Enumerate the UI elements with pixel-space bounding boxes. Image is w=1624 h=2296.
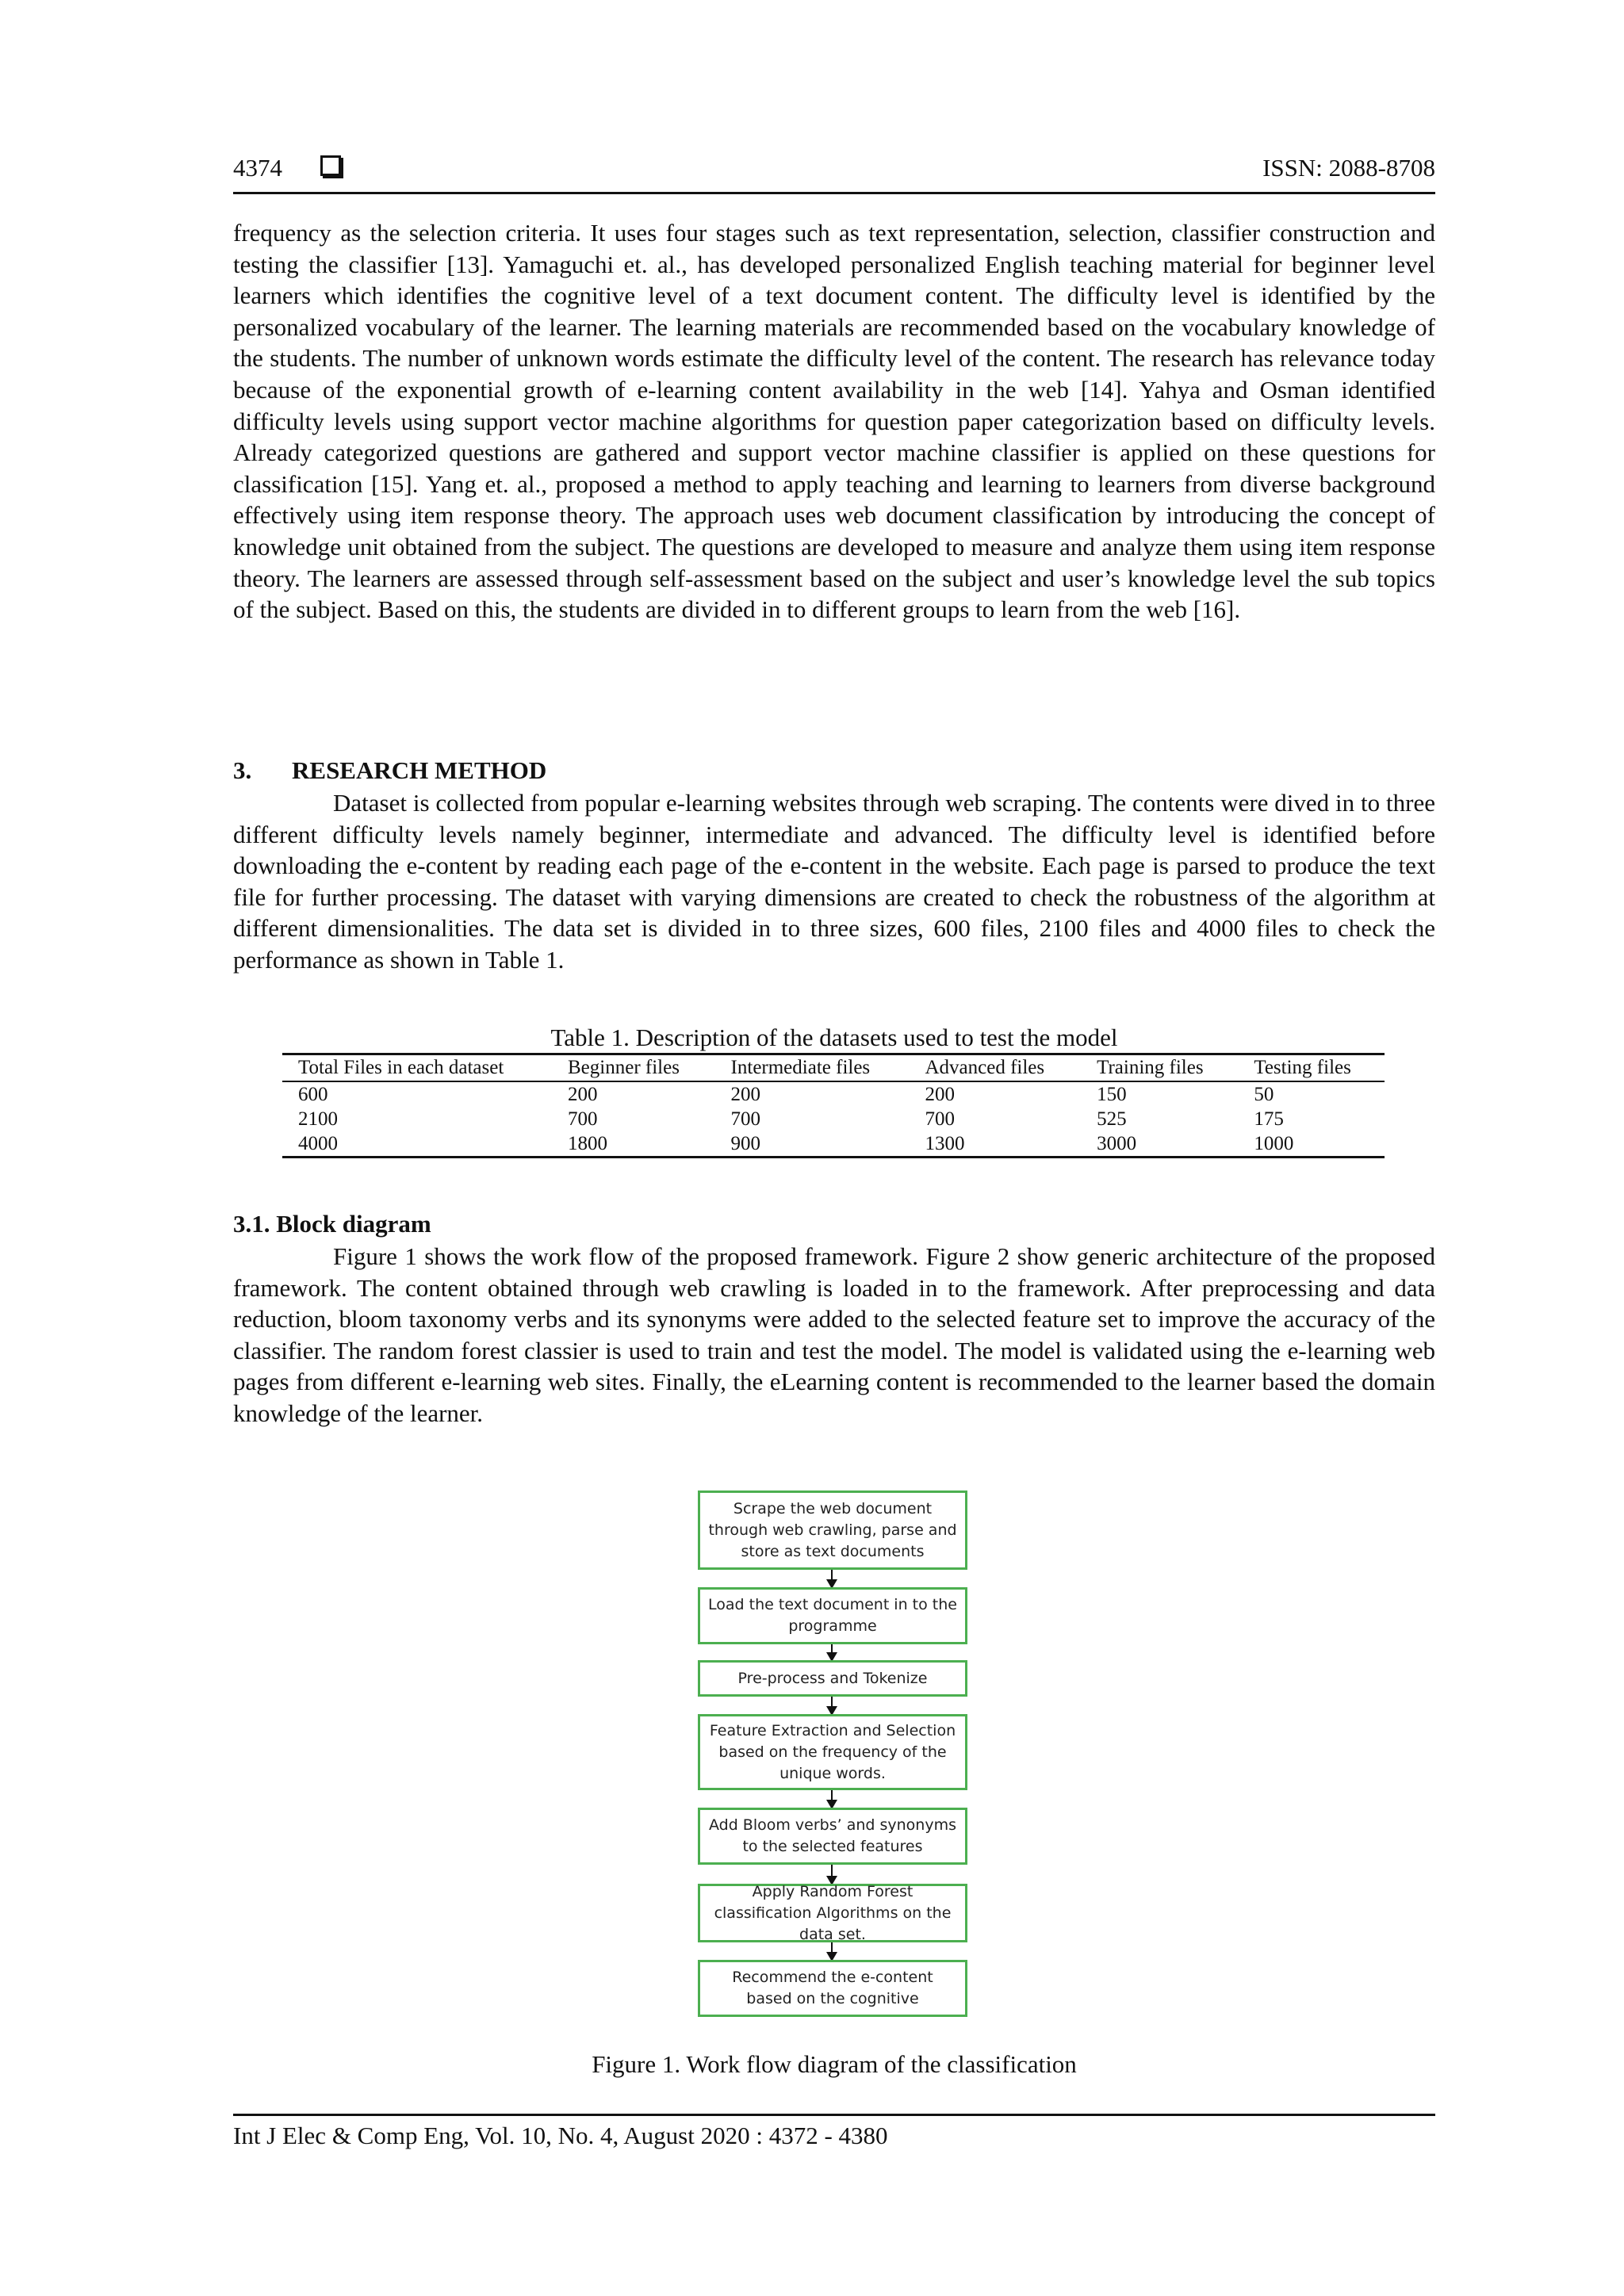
footer-divider: [233, 2114, 1435, 2116]
table-row: [282, 1131, 1385, 1158]
table-header-cell: Total Files in each dataset: [282, 1054, 552, 1082]
section-number: 3.: [233, 756, 252, 784]
journal-citation: Int J Elec & Comp Eng, Vol. 10, No. 4, August 2020 : 4372 - 4380: [233, 2122, 888, 2149]
datasets-table: [282, 1053, 1385, 1158]
table-cell: 700: [925, 1108, 955, 1130]
table-row: [282, 1081, 1385, 1107]
square-bullet-icon: [320, 155, 341, 176]
table-cell: 200: [925, 1084, 955, 1105]
subsection-heading: 3.1. Block diagram: [233, 1210, 431, 1238]
table-cell: 900: [715, 1131, 910, 1158]
table-cell: 50: [1254, 1084, 1274, 1105]
flow-arrow-icon: [831, 1644, 833, 1660]
table-cell: 4000: [282, 1131, 552, 1158]
flow-arrow-icon: [831, 1570, 833, 1587]
table-cell: 150: [1097, 1084, 1127, 1105]
table-cell: 600: [298, 1084, 328, 1105]
table-cell: 700: [730, 1108, 761, 1130]
flow-arrow-icon: [831, 1942, 833, 1960]
intro-paragraph: frequency as the selection criteria. It uses four stages such as text representation, selection, classifier construction and testing the classifier [13]. Yamaguchi et. al., has developed personalized English teaching material for beginner level learners which identifies the cognitive level of a text document content. The difficulty level is identified by the personalized vocabulary of the learner. The learning materials are recommended based on the vocabulary knowledge of the students. The number of unknown words estimate the difficulty level of the content. The research has relevance today because of the exponential growth of e-learning content availability in the web [14]. Yahya and Osman identified difficulty levels using support vector machine algorithms for question paper categorization based on difficulty levels. Already categorized questions are gathered and support vector machine classifier is applied on these questions for classification [15]. Yang et. al., proposed a method to apply teaching and learning to learners from diverse background effectively using item response theory. The approach uses web document classification by introducing the concept of knowledge unit obtained from the subject. The questions are developed to measure and analyze them using item response theory. The learners are assessed through self-assessment based on the subject and user’s knowledge level the sub topics of the subject. Based on this, the students are divided in to different groups to learn from the web [16].: [233, 219, 1435, 624]
flow-step-load: Load the text document in to the programme: [698, 1587, 967, 1644]
table-header-cell: Intermediate files: [715, 1054, 910, 1082]
table-caption: Table 1. Description of the datasets used to test the model: [550, 1024, 1118, 1051]
table-header-row: [282, 1054, 1385, 1082]
table-cell: 1000: [1238, 1131, 1385, 1158]
table-cell: 200: [568, 1084, 598, 1105]
table-cell: 175: [1254, 1108, 1284, 1130]
flow-step-feature-extraction: Feature Extraction and Selection based on the frequency of the unique words.: [698, 1714, 967, 1790]
table-header-cell: Advanced files: [910, 1054, 1082, 1082]
table-cell: 700: [568, 1108, 598, 1130]
flow-step-random-forest: Apply Random Forest classification Algorithms on the data set.: [698, 1884, 967, 1942]
table-header-cell: Beginner files: [552, 1054, 715, 1082]
table-cell: 525: [1097, 1108, 1127, 1130]
flow-arrow-icon: [831, 1697, 833, 1714]
flow-step-recommend: Recommend the e-content based on the cognitive: [698, 1960, 967, 2017]
flow-step-scrape: Scrape the web document through web crawling, parse and store as text documents: [698, 1490, 967, 1570]
table-cell: 1300: [910, 1131, 1082, 1158]
research-method-paragraph: Dataset is collected from popular e-learning websites through web scraping. The contents were dived in to three different difficulty levels namely beginner, intermediate and advanced. The difficulty level is identified before downloading the e-content by reading each page of the e-content in the website. Each page is parsed to produce the text file for further processing. The dataset with varying dimensions are created to check the robustness of the algorithm at different dimensionalities. The data set is divided in to three sizes, 600 files, 2100 files and 4000 files to check the performance as shown in Table 1.: [233, 789, 1435, 974]
table-cell: 200: [730, 1084, 761, 1105]
table-cell: 3000: [1081, 1131, 1238, 1158]
section-heading: [233, 756, 546, 785]
page-number: 4374: [233, 154, 282, 182]
table-header-cell: Testing files: [1238, 1054, 1385, 1082]
figure-caption: Figure 1. Work flow diagram of the classification: [592, 2050, 1077, 2078]
section-title: RESEARCH METHOD: [292, 756, 547, 784]
block-diagram-paragraph: Figure 1 shows the work flow of the proposed framework. Figure 2 show generic architecture of the proposed framework. The content obtained through web crawling is loaded in to the framework. After preprocessing and data reduction, bloom taxonomy verbs and its synonyms were added to the selected feature set to improve the accuracy of the classifier. The random forest classier is used to train and test the model. The model is validated using the e-learning web pages from different e-learning web sites. Finally, the eLearning content is recommended to the learner based the domain knowledge of the learner.: [233, 1242, 1435, 1427]
journal-issn: ISSN: 2088-8708: [1262, 154, 1435, 182]
table-row: [282, 1107, 1385, 1131]
flow-step-preprocess: Pre-process and Tokenize: [698, 1660, 967, 1697]
flow-arrow-icon: [831, 1790, 833, 1808]
table-cell: 1800: [552, 1131, 715, 1158]
table-cell: 2100: [298, 1108, 338, 1130]
header-divider: [233, 192, 1435, 194]
table-header-cell: Training files: [1081, 1054, 1238, 1082]
flow-step-bloom-verbs: Add Bloom verbs’ and synonyms to the selected features: [698, 1808, 967, 1865]
